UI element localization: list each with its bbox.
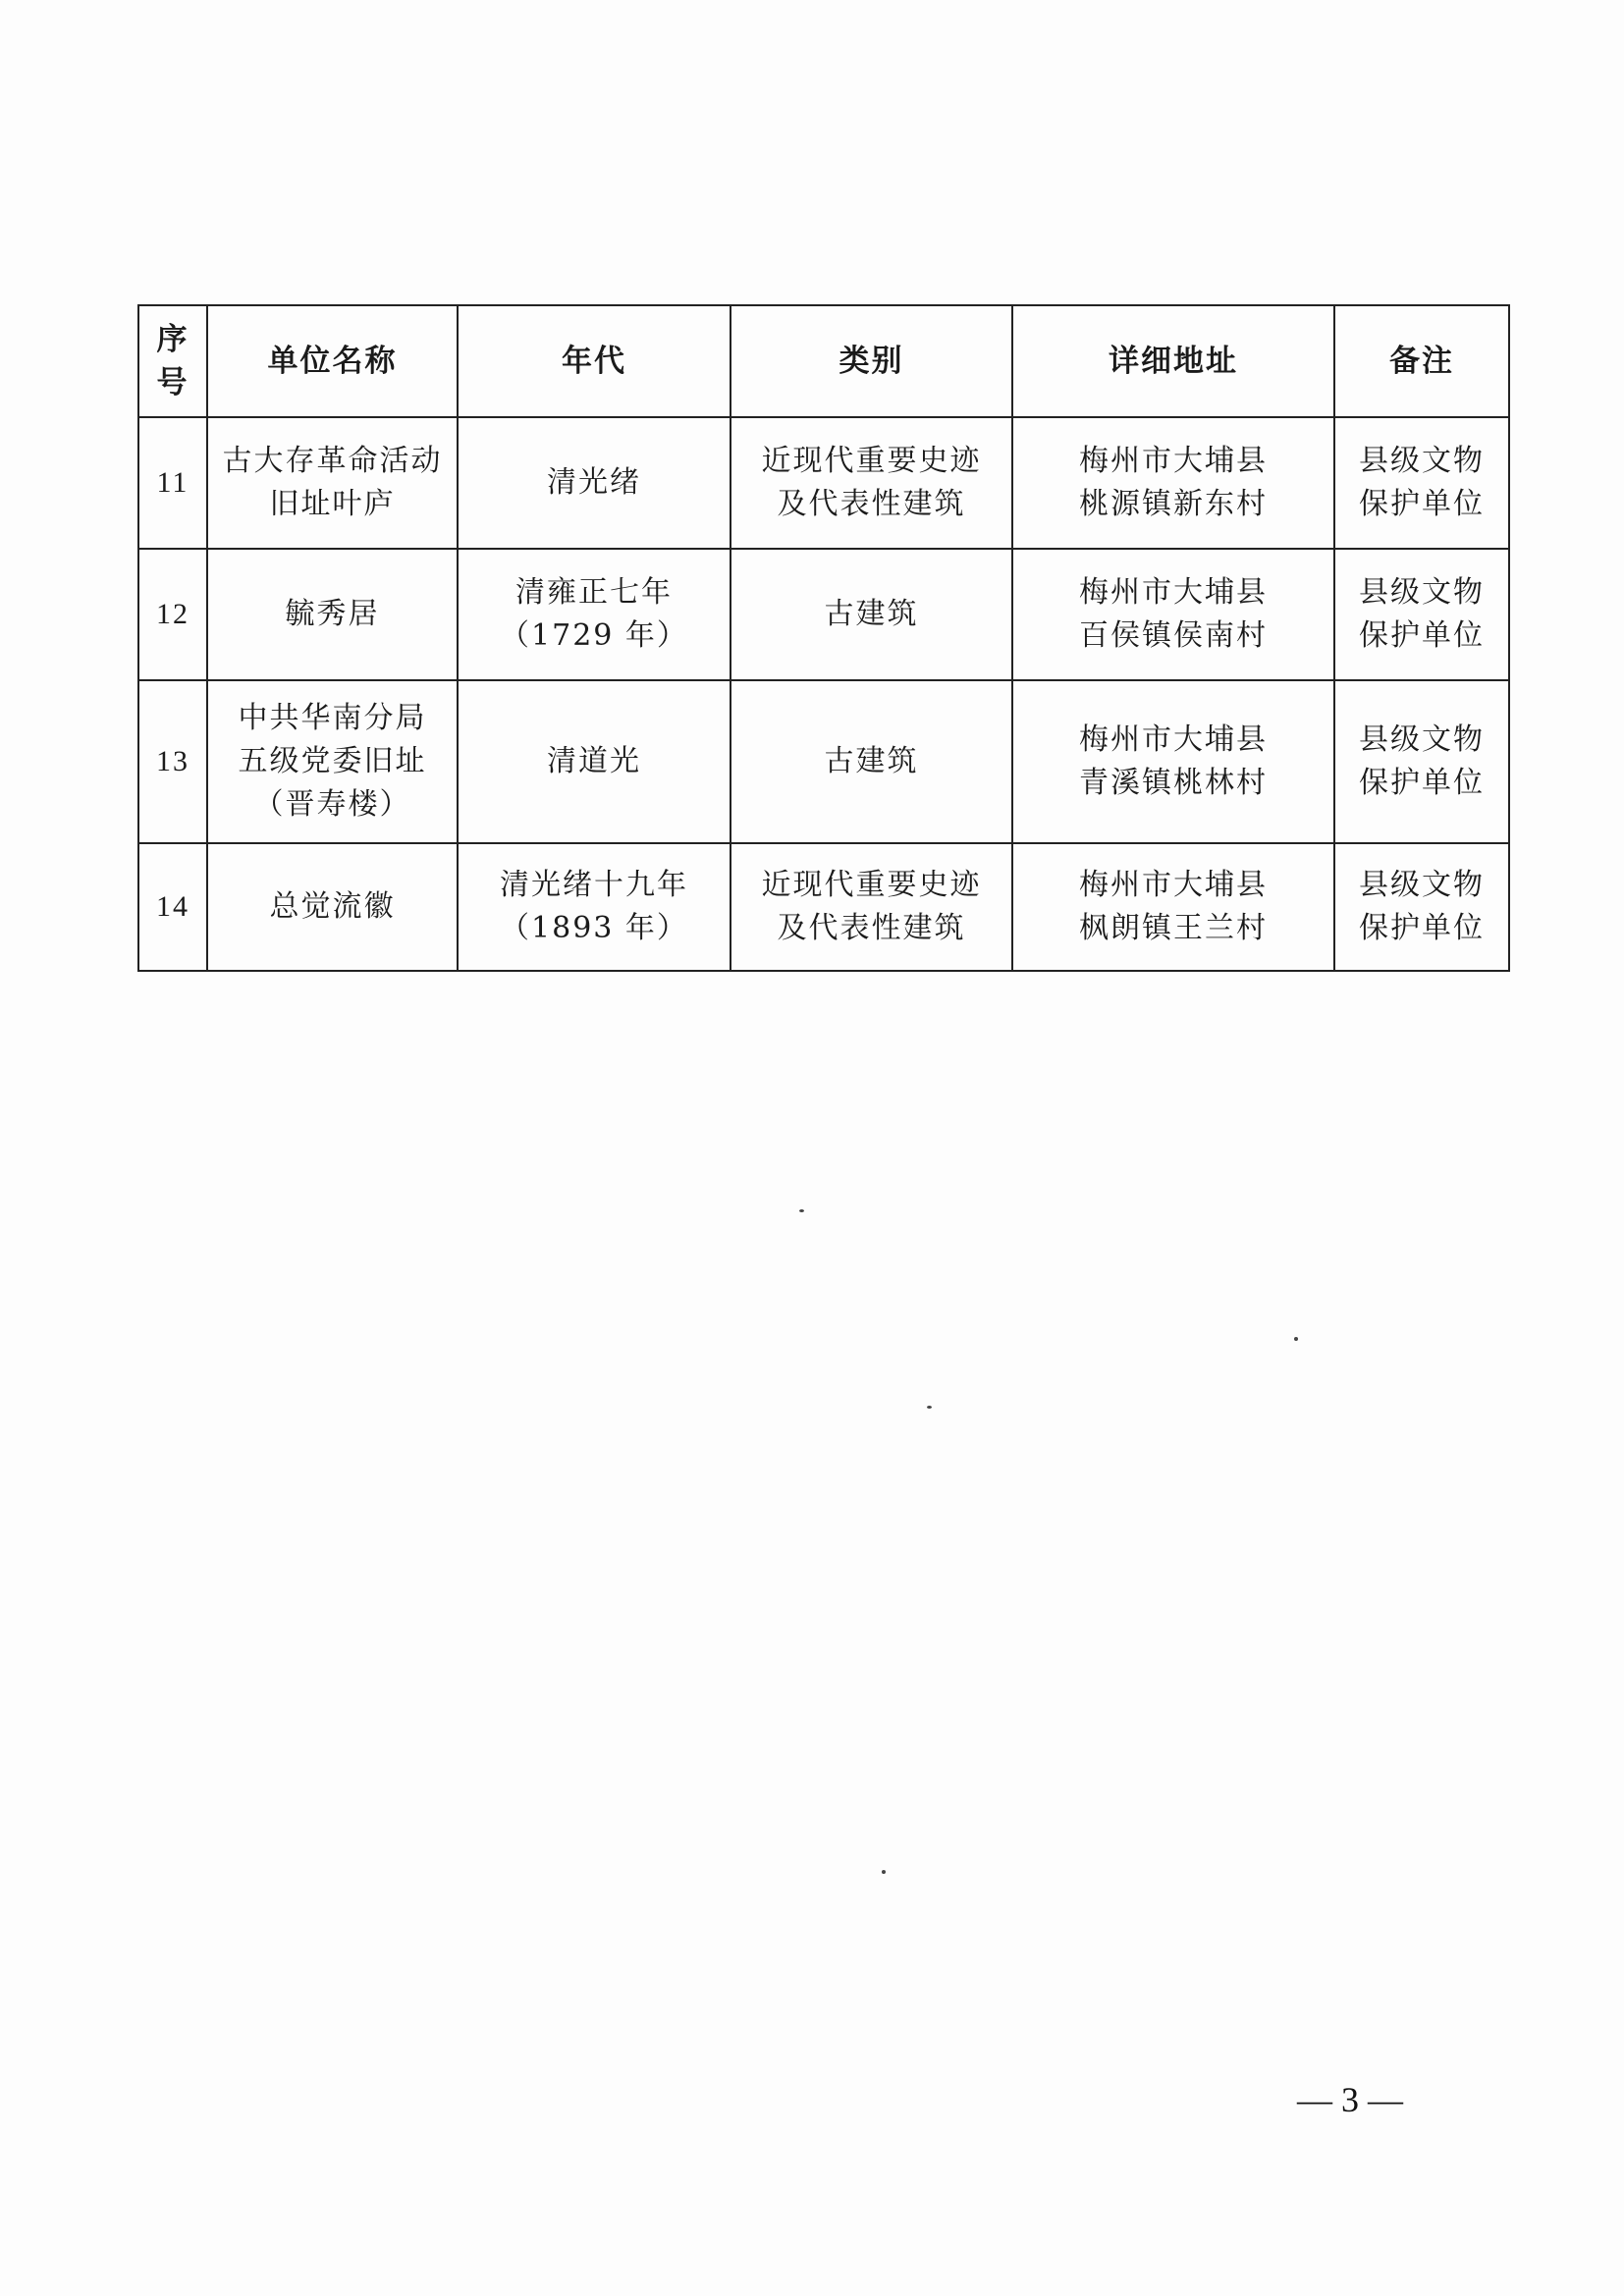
cell-category-line: 近现代重要史迹 (761, 444, 982, 478)
cell-name-line: 五级党委旧址 (238, 744, 427, 778)
cell-seq: 11 (138, 417, 207, 549)
cell-address-line: 梅州市大埔县 (1079, 722, 1268, 757)
cell-name (207, 680, 458, 843)
cell-remark (1334, 680, 1509, 843)
page-number: — 3 — (1297, 2080, 1403, 2119)
cell-era-line: （1893 年） (500, 911, 688, 945)
cell-remark (1334, 417, 1509, 549)
cell-era-line: 清雍正七年 (515, 575, 673, 610)
header-seq-line-2: 号 (156, 365, 189, 400)
cell-era-line: 清光绪 (547, 465, 641, 500)
cell-era (458, 549, 731, 680)
header-seq-line-1: 序 (156, 322, 189, 357)
cell-address-line: 百侯镇侯南村 (1079, 618, 1268, 653)
cell-remark-line: 保护单位 (1359, 487, 1485, 521)
cell-era (458, 843, 731, 971)
header-era: 年代 (458, 305, 731, 417)
cell-address-line: 青溪镇桃林村 (1079, 766, 1268, 800)
cell-remark-line: 保护单位 (1359, 766, 1485, 800)
cell-name (207, 417, 458, 549)
scan-speck (927, 1406, 932, 1409)
header-name: 单位名称 (207, 305, 458, 417)
cell-remark-line: 县级文物 (1359, 575, 1485, 610)
cell-remark-line: 县级文物 (1359, 722, 1485, 757)
cell-remark-line: 保护单位 (1359, 618, 1485, 653)
cell-category (731, 549, 1012, 680)
cell-address-line: 梅州市大埔县 (1079, 575, 1268, 610)
scan-speck (799, 1209, 804, 1212)
cell-category-line: 及代表性建筑 (777, 911, 966, 945)
cell-category (731, 417, 1012, 549)
table-row (138, 680, 1509, 843)
cell-category-line: 及代表性建筑 (777, 487, 966, 521)
cell-category (731, 843, 1012, 971)
cell-address (1012, 549, 1334, 680)
cell-category-line: 近现代重要史迹 (761, 868, 982, 902)
cell-name (207, 549, 458, 680)
cell-name-line: 古大存革命活动 (222, 444, 443, 478)
cell-name-line: （晋寿楼） (253, 787, 411, 822)
cell-name-line: 旧址叶庐 (269, 487, 396, 521)
cell-category-line: 古建筑 (824, 597, 919, 631)
cell-era-line: 清道光 (547, 744, 641, 778)
cell-name-line: 中共华南分局 (238, 701, 427, 735)
cell-seq: 13 (138, 680, 207, 843)
cell-address-line: 梅州市大埔县 (1079, 444, 1268, 478)
header-category: 类别 (731, 305, 1012, 417)
cell-era-line: 清光绪十九年 (500, 868, 688, 902)
cell-era-line: （1729 年） (500, 618, 688, 653)
cell-category (731, 680, 1012, 843)
table-row (138, 417, 1509, 549)
cell-name-line: 总觉流徽 (269, 889, 396, 924)
heritage-sites-table (137, 304, 1510, 972)
cell-era (458, 680, 731, 843)
cell-address-line: 枫朗镇王兰村 (1079, 911, 1268, 945)
cell-name (207, 843, 458, 971)
cell-address (1012, 843, 1334, 971)
table-row (138, 549, 1509, 680)
cell-category-line: 古建筑 (824, 744, 919, 778)
cell-seq: 14 (138, 843, 207, 971)
cell-name-line: 毓秀居 (285, 597, 380, 631)
cell-remark-line: 县级文物 (1359, 444, 1485, 478)
cell-remark (1334, 843, 1509, 971)
cell-address (1012, 680, 1334, 843)
cell-address-line: 梅州市大埔县 (1079, 868, 1268, 902)
cell-remark (1334, 549, 1509, 680)
scan-speck (882, 1870, 886, 1874)
table-row (138, 843, 1509, 971)
cell-remark-line: 保护单位 (1359, 911, 1485, 945)
header-remark: 备注 (1334, 305, 1509, 417)
cell-remark-line: 县级文物 (1359, 868, 1485, 902)
cell-era (458, 417, 731, 549)
cell-address-line: 桃源镇新东村 (1079, 487, 1268, 521)
scan-speck (1294, 1337, 1298, 1341)
table-header-row (138, 305, 1509, 417)
cell-address (1012, 417, 1334, 549)
header-seq (138, 305, 207, 417)
cell-seq: 12 (138, 549, 207, 680)
header-address: 详细地址 (1012, 305, 1334, 417)
